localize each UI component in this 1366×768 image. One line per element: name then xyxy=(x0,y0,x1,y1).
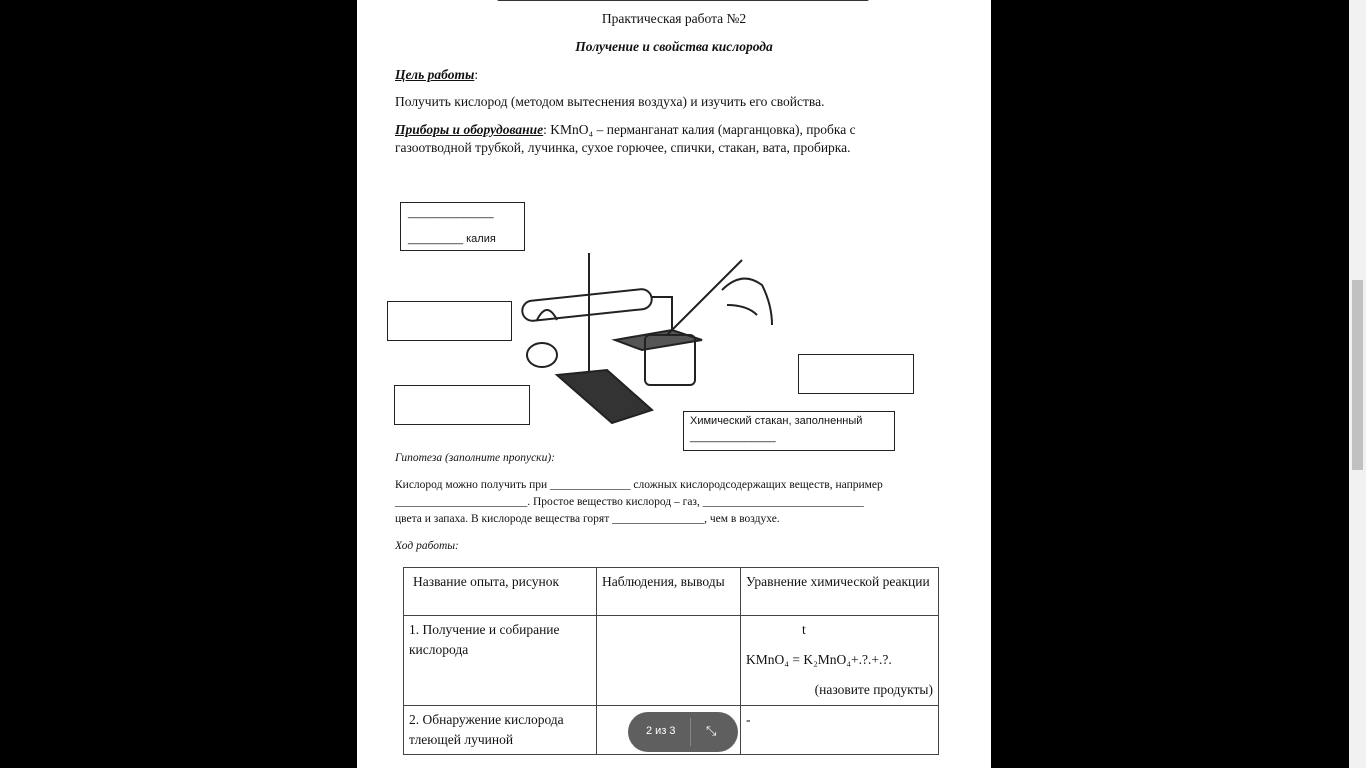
page-top-edge xyxy=(497,0,869,1)
page-title: Практическая работа №2 xyxy=(601,11,747,26)
hypothesis-label: Гипотеза (заполните пропуски): xyxy=(395,452,555,464)
header-cell: Уравнение химической реакции xyxy=(741,568,939,616)
hypothesis-line1: Кислород можно получить при ______________ сложных кислородсодержащих веществ, например xyxy=(395,479,883,491)
equation-note: (назовите продукты) xyxy=(814,682,933,697)
experiment-name: 2. Обнаружение кислорода тлеющей лучиной xyxy=(404,706,597,755)
collapse-arrows-icon[interactable]: ⤡ xyxy=(706,723,717,738)
equation-condition: t xyxy=(802,622,806,637)
goal-text: Получить кислород (методом вытеснения воздуха) и изучить его свойства. xyxy=(395,94,825,109)
equipment-line1 xyxy=(395,122,856,138)
equipment-label: Приборы и оборудование xyxy=(395,122,544,137)
divider xyxy=(690,718,691,746)
box-text: Химический стакан, заполненный xyxy=(690,415,863,427)
equipment-text: : KMnO₄ – перманганат калия (марганцовка), пробка с xyxy=(543,122,856,137)
apparatus-illustration xyxy=(517,245,777,430)
box-text: _________ калия xyxy=(408,233,496,245)
header-cell: Наблюдения, выводы xyxy=(597,568,741,616)
label-box-empty-3[interactable] xyxy=(798,354,914,394)
table-header-row xyxy=(404,568,939,616)
scrollbar-thumb[interactable] xyxy=(1352,280,1363,470)
equation-text: KMnO₄ = K₂MnO₄+.?.+.?. xyxy=(746,652,892,667)
experiment-name: 1. Получение и собирание кислорода xyxy=(404,616,597,706)
goal-label: Цель работы xyxy=(395,67,475,82)
label-box-beaker[interactable] xyxy=(683,411,895,451)
goal-heading: Цель работы: xyxy=(395,67,479,82)
vertical-scrollbar[interactable] xyxy=(1349,0,1366,768)
document-page xyxy=(357,0,991,768)
hypothesis-line3: цвета и запаха. В кислороде вещества горят ________________, чем в воздухе. xyxy=(395,513,780,525)
equation-cell[interactable] xyxy=(741,616,939,706)
equipment-line2: газоотводной трубкой, лучинка, сухое горючее, спички, стакан, вата, пробирка. xyxy=(395,140,851,155)
page-navigation-pill xyxy=(628,712,738,752)
table-row xyxy=(404,616,939,706)
hypothesis-line2: _______________________. Простое вещество кислород – газ, ____________________________ xyxy=(395,496,864,508)
page-indicator: 2 из 3 xyxy=(646,725,676,737)
equation-cell[interactable]: - xyxy=(741,706,939,755)
label-box-empty-2[interactable] xyxy=(394,385,530,425)
procedure-label: Ход работы: xyxy=(395,540,459,552)
label-box-potassium[interactable] xyxy=(400,202,525,251)
observation-cell[interactable] xyxy=(597,616,741,706)
box-blank: ______________ xyxy=(690,431,776,443)
page-subtitle: Получение и свойства кислорода xyxy=(575,39,773,54)
box-blank: ______________ xyxy=(408,207,494,219)
header-cell: Название опыта, рисунок xyxy=(404,568,597,616)
label-box-empty-1[interactable] xyxy=(387,301,512,341)
